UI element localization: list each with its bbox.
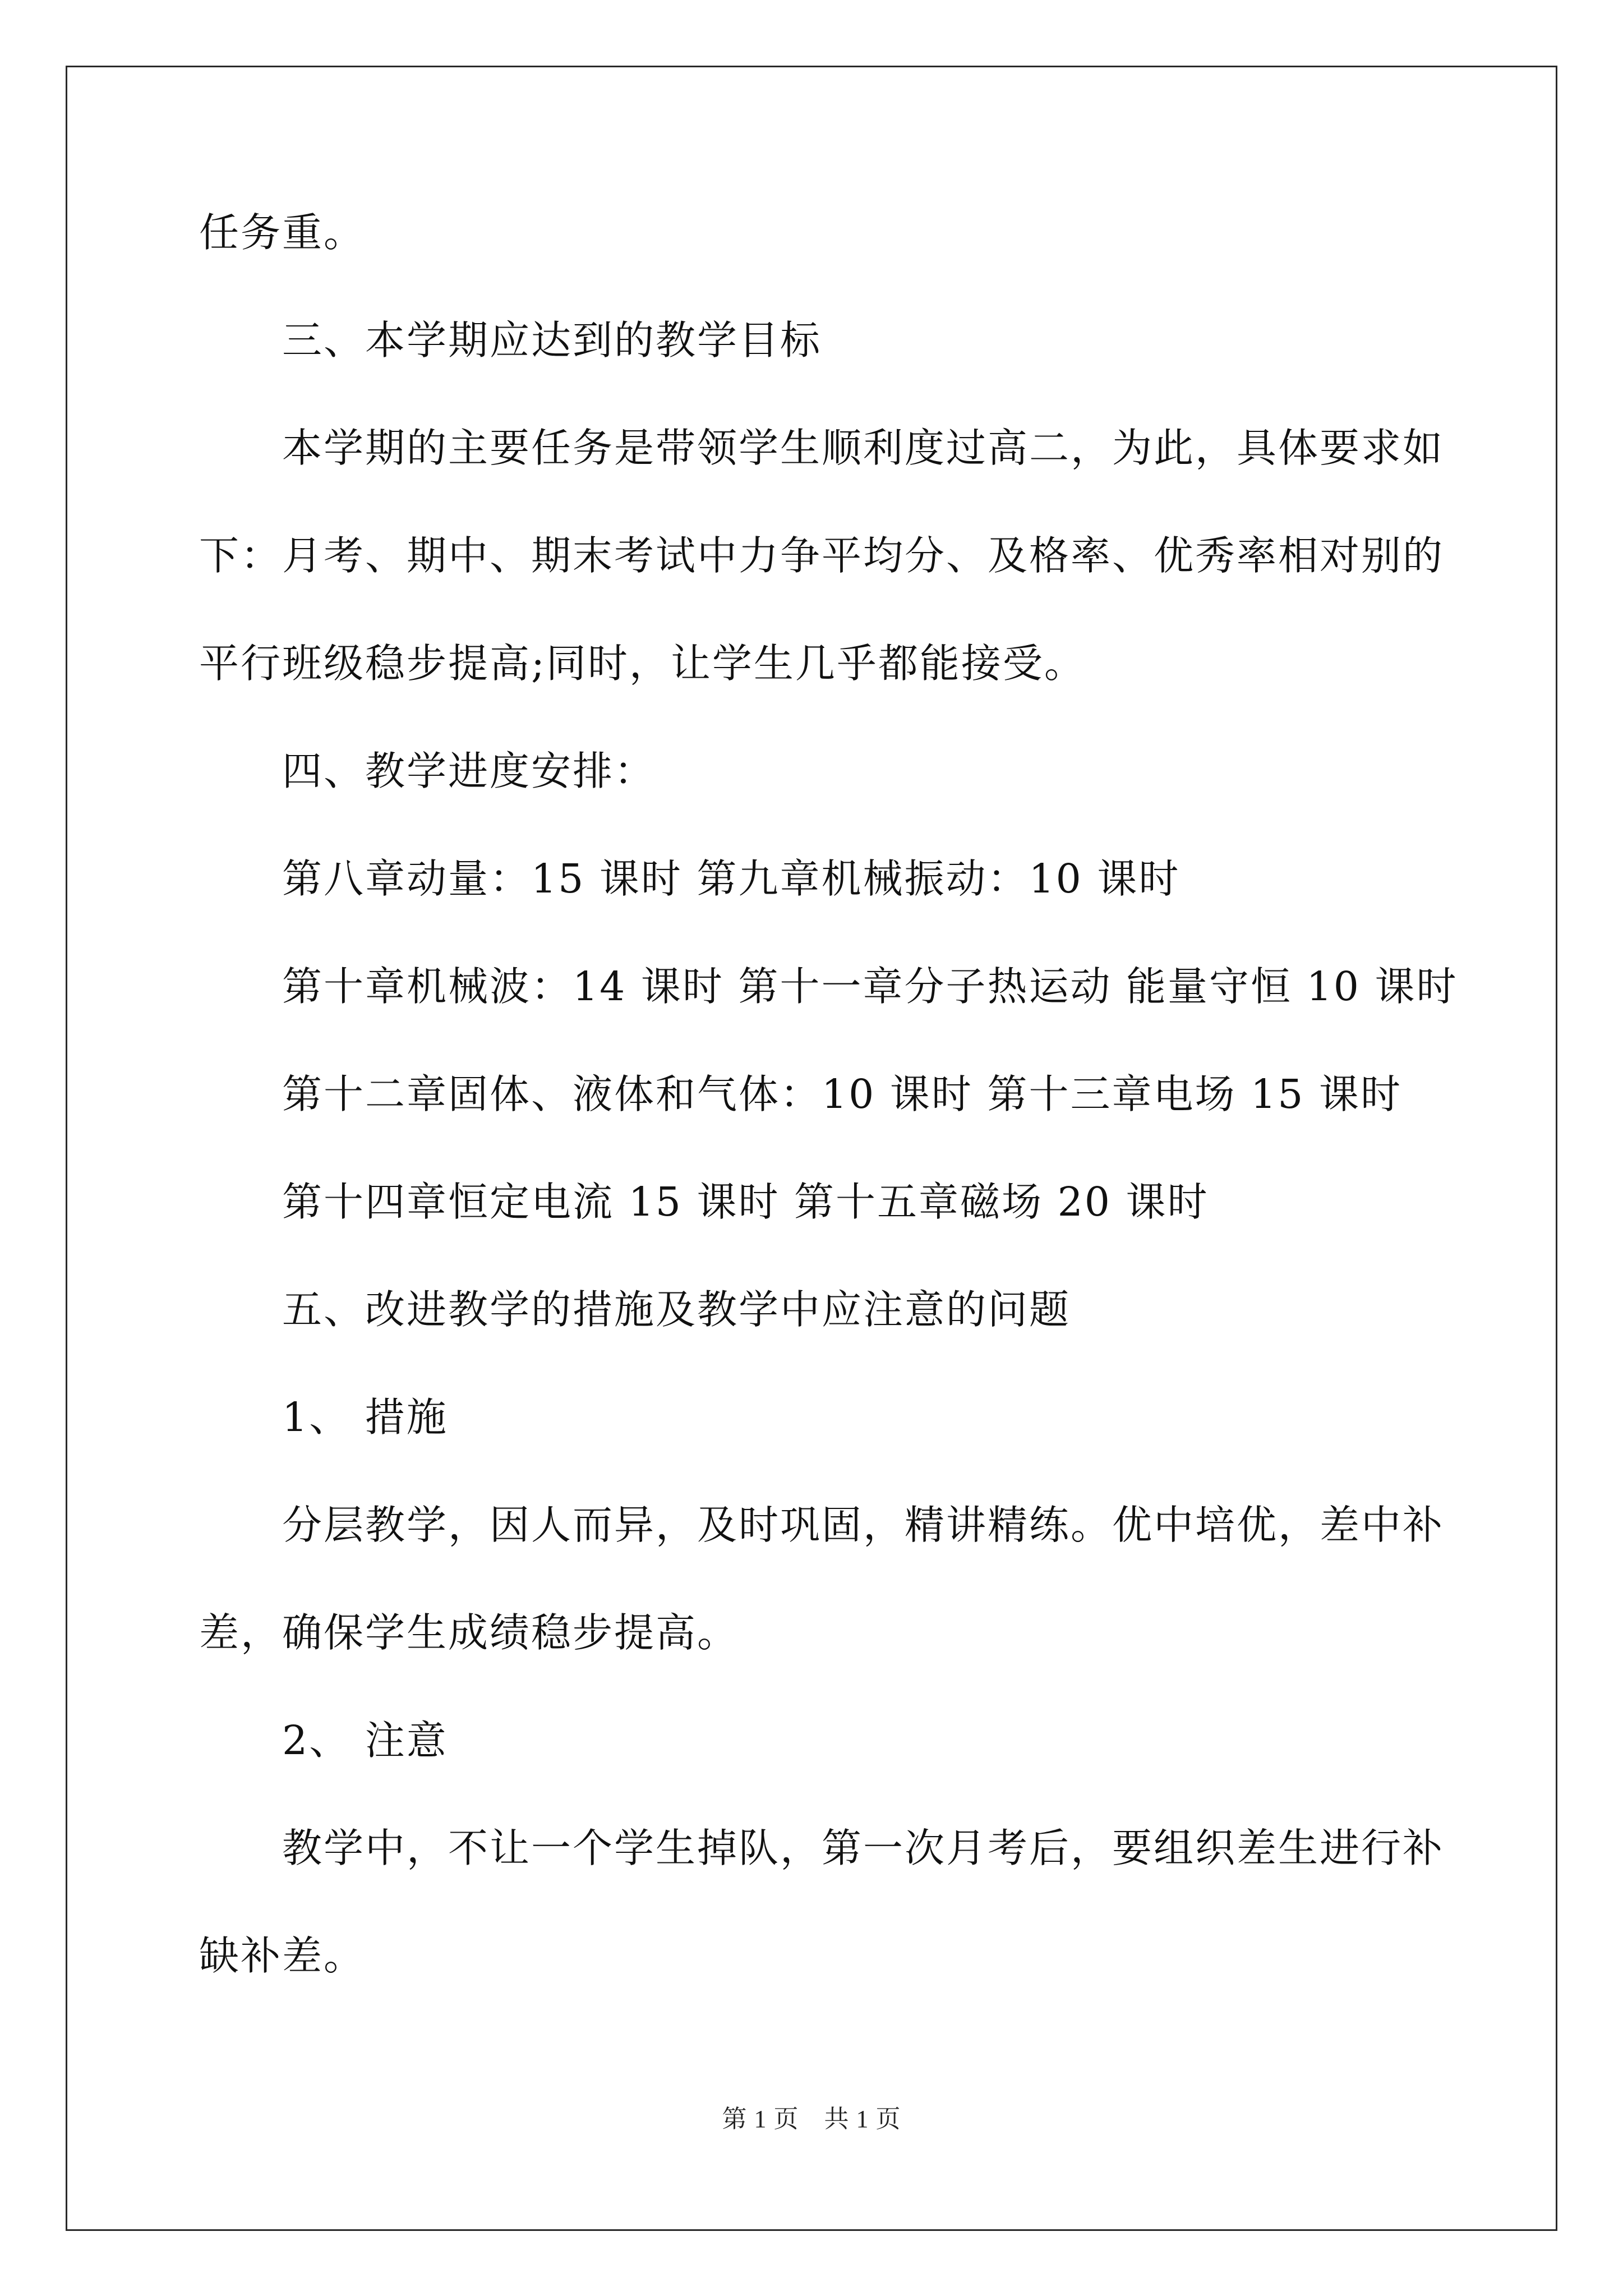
page-footer: 第 1 页 共 1 页 bbox=[722, 2105, 901, 2133]
paragraph-line: 差，确保学生成绩稳步提高。 bbox=[199, 1609, 739, 1656]
paragraph-line: 本学期的主要任务是带领学生顺利度过高二，为此，具体要求如 bbox=[282, 425, 1445, 471]
paragraph-line: 任务重。 bbox=[199, 209, 366, 256]
paragraph-line: 下：月考、期中、期末考试中力争平均分、及格率、优秀率相对别的 bbox=[199, 532, 1445, 579]
subsection-heading: 1、 措施 bbox=[282, 1394, 448, 1441]
paragraph-line: 教学中，不让一个学生掉队，第一次月考后，要组织差生进行补 bbox=[282, 1825, 1445, 1871]
paragraph-line: 缺补差。 bbox=[199, 1932, 366, 1979]
section-heading: 三、本学期应达到的教学目标 bbox=[282, 317, 822, 364]
paragraph-line: 分层教学，因人而异，及时巩固，精讲精练。优中培优，差中补 bbox=[282, 1502, 1445, 1548]
schedule-line: 第十四章恒定电流 15 课时 第十五章磁场 20 课时 bbox=[282, 1179, 1209, 1225]
schedule-line: 第十章机械波：14 课时 第十一章分子热运动 能量守恒 10 课时 bbox=[282, 963, 1458, 1010]
page-border bbox=[66, 66, 1557, 2231]
section-heading: 四、教学进度安排： bbox=[282, 748, 656, 794]
paragraph-line: 平行班级稳步提高;同时，让学生几乎都能接受。 bbox=[199, 640, 1086, 687]
schedule-line: 第八章动量：15 课时 第九章机械振动：10 课时 bbox=[282, 855, 1181, 902]
subsection-heading: 2、 注意 bbox=[282, 1717, 448, 1764]
section-heading: 五、改进教学的措施及教学中应注意的问题 bbox=[282, 1286, 1071, 1333]
schedule-line: 第十二章固体、液体和气体：10 课时 第十三章电场 15 课时 bbox=[282, 1071, 1402, 1117]
